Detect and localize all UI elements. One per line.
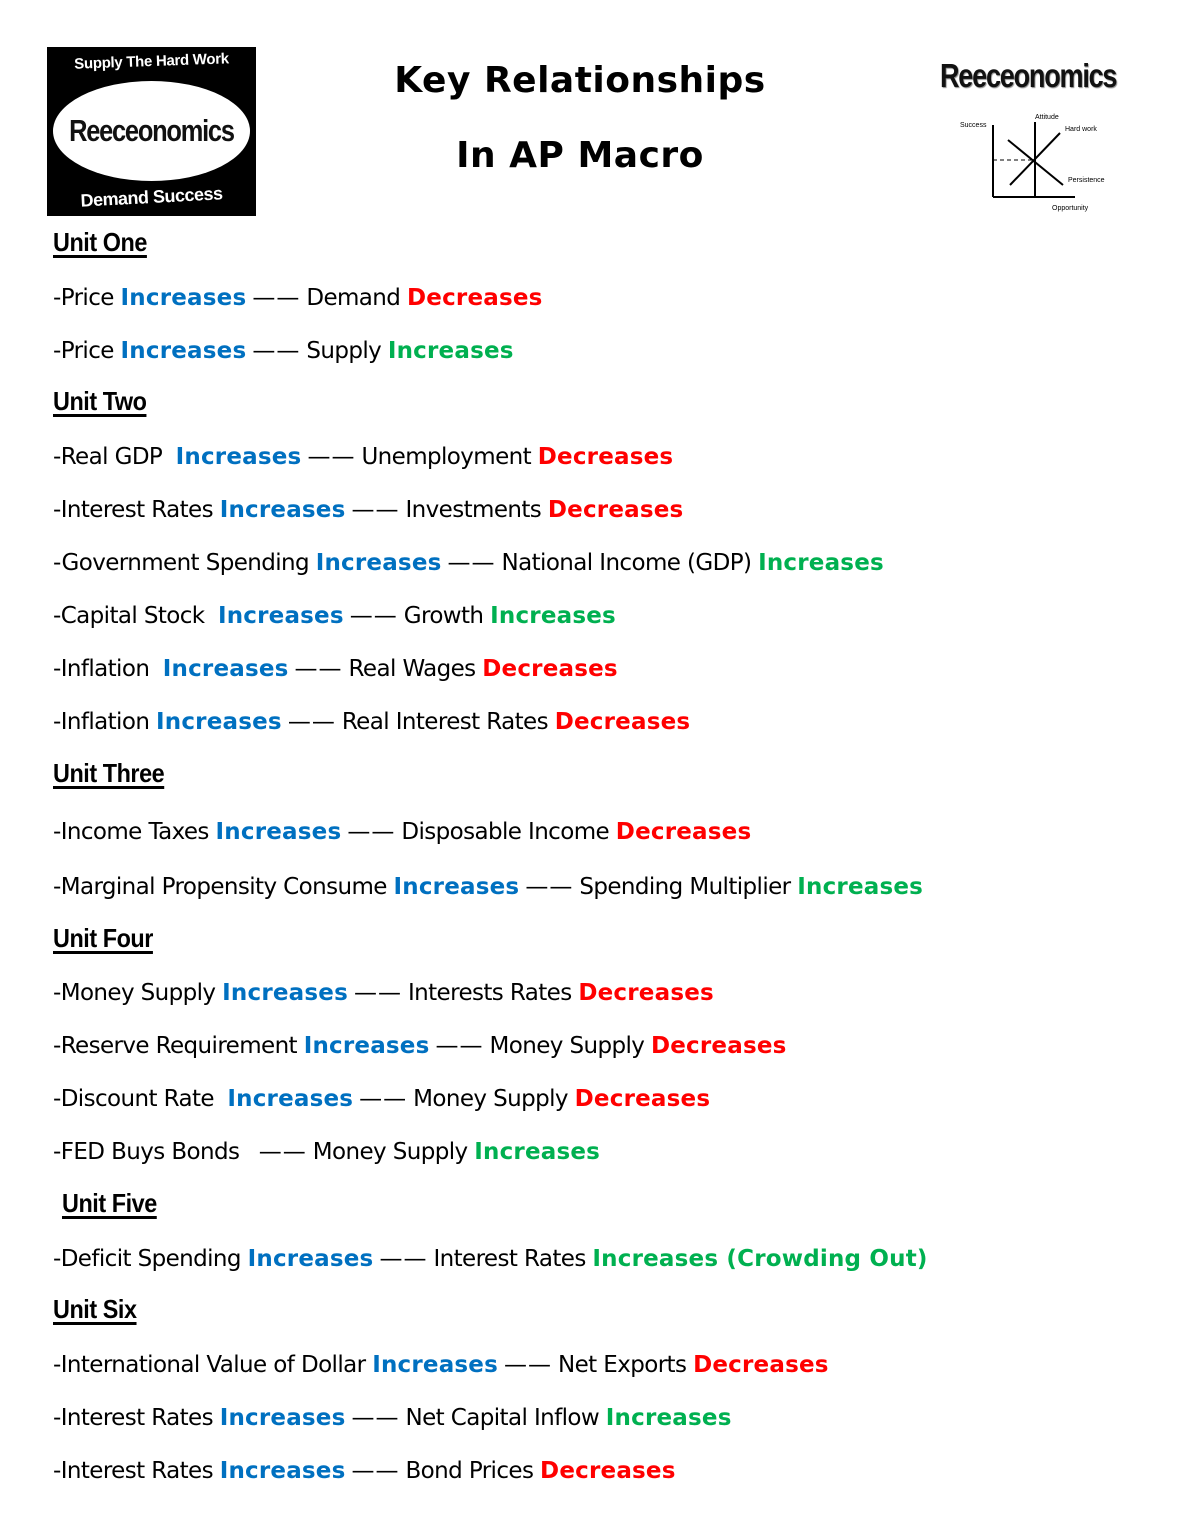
relationship-row — [53, 1083, 710, 1114]
separator: —— — [351, 1405, 400, 1431]
cause-subject: -International Value of Dollar — [53, 1352, 373, 1378]
graph-label-success: Success — [960, 122, 987, 129]
effect-subject: Money Supply — [413, 1086, 575, 1112]
separator: —— — [447, 550, 496, 576]
relationship-row — [53, 600, 616, 631]
reeceonomics-logo-right — [930, 55, 1130, 220]
effect-direction: Decreases — [537, 444, 674, 470]
effect-subject: Investments — [405, 497, 548, 523]
cause-subject: -FED Buys Bonds — [53, 1139, 253, 1165]
cause-subject: -Inflation — [53, 656, 163, 682]
effect-direction: Increases (Crowding Out) — [592, 1246, 928, 1272]
cause-subject: -Income Taxes — [53, 819, 216, 845]
separator: —— — [351, 1458, 400, 1484]
relationship-row — [53, 1402, 732, 1433]
unit-heading: Unit Six — [53, 1294, 137, 1324]
cause-direction: Increases — [227, 1086, 354, 1112]
cause-direction: Increases — [162, 656, 289, 682]
cause-subject: -Capital Stock — [53, 603, 218, 629]
effect-subject: Real Wages — [348, 656, 483, 682]
graph-label-hard-work: Hard work — [1065, 126, 1097, 133]
cause-direction: Increases — [303, 1033, 430, 1059]
cause-subject: -Interest Rates — [53, 1405, 220, 1431]
separator: —— — [294, 656, 343, 682]
separator: —— — [258, 1139, 307, 1165]
relationship-row — [53, 1136, 600, 1167]
logo-brand-text: Reeceonomics — [69, 113, 234, 148]
unit-heading: Unit Two — [53, 386, 147, 416]
relationship-row — [53, 1243, 928, 1274]
separator: —— — [359, 1086, 408, 1112]
relationship-row — [53, 282, 543, 313]
relationship-row — [53, 335, 514, 366]
relationship-row — [53, 816, 751, 847]
relationship-row — [53, 1455, 676, 1486]
separator: —— — [349, 603, 398, 629]
cause-subject: -Real GDP — [53, 444, 176, 470]
cause-subject: -Inflation — [53, 709, 157, 735]
cause-subject: -Government Spending — [53, 550, 316, 576]
graph-label-opportunity: Opportunity — [1052, 205, 1089, 212]
effect-direction: Increases — [490, 603, 616, 629]
relationship-row — [53, 1349, 829, 1380]
separator: —— — [504, 1352, 552, 1378]
separator: —— — [307, 444, 356, 470]
effect-direction: Increases — [605, 1405, 732, 1431]
effect-direction: Increases — [758, 550, 884, 576]
effect-subject: Interests Rates — [407, 980, 579, 1006]
effect-subject: Unemployment — [361, 444, 538, 470]
logo-tagline-bottom: Demand Success — [80, 183, 223, 211]
effect-direction: Decreases — [407, 285, 543, 311]
relationship-row — [53, 1030, 787, 1061]
graph-label-attitude: Attitude — [1035, 114, 1059, 121]
cause-direction: Increases — [217, 603, 344, 629]
cause-direction: Increases — [120, 338, 247, 364]
cause-direction: Increases — [222, 980, 348, 1006]
cause-subject: -Interest Rates — [53, 497, 220, 523]
effect-direction: Decreases — [574, 1086, 711, 1112]
effect-subject: Disposable Income — [401, 819, 616, 845]
effect-subject: Bond Prices — [405, 1458, 541, 1484]
relationship-row — [53, 977, 714, 1008]
unit-heading: Unit One — [53, 227, 147, 257]
separator: —— — [252, 338, 301, 364]
cause-subject: -Money Supply — [53, 980, 223, 1006]
cause-subject: -Deficit Spending — [53, 1246, 248, 1272]
page-title: Key Relationships — [394, 60, 766, 101]
effect-direction: Decreases — [650, 1033, 787, 1059]
relationship-row — [53, 547, 884, 578]
cause-direction: Increases — [219, 497, 346, 523]
effect-subject: Money Supply — [312, 1139, 475, 1165]
separator: —— — [287, 709, 336, 735]
effect-direction: Increases — [474, 1139, 601, 1165]
cause-direction: Increases — [393, 874, 520, 900]
relationship-row — [53, 441, 673, 472]
cause-direction: Increases — [156, 709, 282, 735]
cause-subject: -Discount Rate — [53, 1086, 228, 1112]
logo-tagline-top: Supply The Hard Work — [73, 50, 230, 73]
relationship-row — [53, 494, 683, 525]
effect-direction: Increases — [797, 874, 924, 900]
separator: —— — [252, 285, 301, 311]
relationship-row — [53, 706, 690, 737]
effect-direction: Decreases — [540, 1458, 676, 1484]
effect-subject: Spending Multiplier — [579, 874, 798, 900]
unit-heading: Unit Four — [53, 923, 153, 953]
effect-direction: Decreases — [482, 656, 618, 682]
separator: —— — [525, 874, 574, 900]
unit-heading: Unit Five — [62, 1188, 157, 1218]
effect-direction: Decreases — [615, 819, 752, 845]
cause-subject: -Reserve Requirement — [53, 1033, 304, 1059]
relationship-row — [53, 871, 923, 902]
cause-direction: Increases — [175, 444, 302, 470]
cause-subject: -Price — [53, 285, 121, 311]
relationship-row — [53, 653, 618, 684]
effect-subject: Net Capital Inflow — [405, 1405, 606, 1431]
logo-oval — [53, 81, 250, 181]
success-graph-icon — [930, 105, 1130, 220]
effect-subject: Real Interest Rates — [341, 709, 555, 735]
separator: —— — [435, 1033, 484, 1059]
cause-subject: -Price — [53, 338, 121, 364]
separator: —— — [353, 980, 402, 1006]
separator: —— — [379, 1246, 428, 1272]
effect-subject: Demand — [306, 285, 407, 311]
page-subtitle: In AP Macro — [456, 135, 704, 176]
effect-direction: Decreases — [693, 1352, 829, 1378]
effect-subject: National Income (GDP) — [501, 550, 759, 576]
cause-subject: -Interest Rates — [53, 1458, 220, 1484]
cause-direction: Increases — [219, 1458, 346, 1484]
separator: —— — [351, 497, 400, 523]
cause-subject: -Marginal Propensity Consume — [53, 874, 394, 900]
logo-brand-text: Reeceonomics — [940, 57, 1117, 94]
cause-direction: Increases — [372, 1352, 498, 1378]
effect-direction: Increases — [387, 338, 514, 364]
effect-direction: Decreases — [554, 709, 691, 735]
cause-direction: Increases — [219, 1405, 346, 1431]
effect-direction: Decreases — [547, 497, 684, 523]
effect-direction: Decreases — [578, 980, 714, 1006]
unit-heading: Unit Three — [53, 758, 165, 788]
cause-direction: Increases — [120, 285, 247, 311]
cause-direction: Increases — [215, 819, 342, 845]
effect-subject: Money Supply — [489, 1033, 651, 1059]
effect-subject: Growth — [403, 603, 491, 629]
effect-subject: Net Exports — [558, 1352, 694, 1378]
graph-label-persistence: Persistence — [1068, 177, 1105, 184]
separator: —— — [347, 819, 396, 845]
reeceonomics-logo-left — [47, 47, 256, 216]
cause-direction: Increases — [315, 550, 442, 576]
cause-direction: Increases — [247, 1246, 374, 1272]
effect-subject: Interest Rates — [433, 1246, 593, 1272]
effect-subject: Supply — [306, 338, 388, 364]
